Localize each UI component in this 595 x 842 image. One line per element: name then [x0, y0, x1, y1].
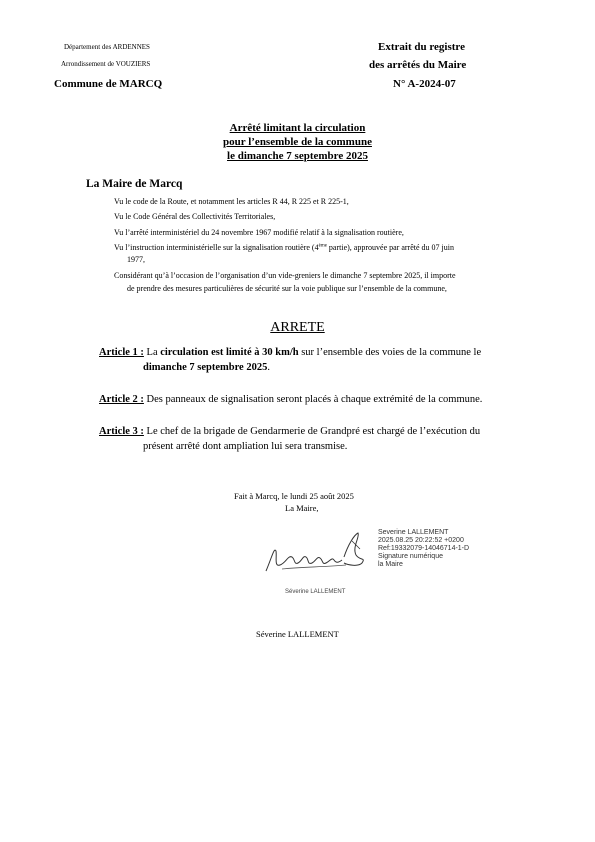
decision-heading: ARRETE: [270, 320, 325, 335]
visa-instruction-cont: 1977,: [127, 255, 145, 264]
register-name: des arrêtés du Maire: [369, 59, 467, 71]
title-line-1: Arrêté limitant la circulation: [229, 122, 366, 134]
article-3-label: Article 3 :: [99, 426, 144, 437]
departement: Département des ARDENNES: [64, 43, 150, 51]
fait-a: Fait à Marcq, le lundi 25 août 2025: [234, 491, 354, 501]
visa-cgct: Vu le Code Général des Collectivités Territoriales,: [114, 212, 276, 221]
arrondissement: Arrondissement de VOUZIERS: [61, 60, 151, 68]
article-2: Article 2 : Des panneaux de signalisation seront placés à chaque extrémité de la commune.: [99, 394, 483, 405]
article-1-label: Article 1 :: [99, 347, 144, 358]
signatory-name: Séverine LALLEMENT: [256, 629, 339, 639]
signature-datetime: 2025.08.25 20:22:52 +0200: [378, 537, 464, 544]
register-extract: Extrait du registre: [378, 41, 465, 53]
handwritten-signature: [262, 527, 372, 577]
decree-number: N° A-2024-07: [393, 78, 456, 90]
article-3: Article 3 : Le chef de la brigade de Gendarmerie de Grandpré est chargé de l’exécution du: [99, 426, 481, 437]
title-line-2: pour l’ensemble de la commune: [223, 136, 372, 148]
title-line-3: le dimanche 7 septembre 2025: [227, 150, 368, 162]
signer-name: Severine LALLEMENT: [378, 529, 449, 536]
signature-caption: Séverine LALLEMENT: [285, 589, 346, 595]
la-maire: La Maire,: [285, 503, 319, 513]
considerant: Considérant qu’à l’occasion de l’organisation d’un vide-greniers le dimanche 7 septembre 2025, il importe: [114, 271, 456, 280]
visa-instruction: Vu l’instruction interministérielle sur la signalisation routière (4ème partie), approuvée par arrêté du 07 juin: [114, 243, 454, 252]
signature-ref: Ref:19332079-14046714-1-D: [378, 545, 470, 552]
signature-type: Signature numérique: [378, 553, 443, 560]
article-1: Article 1 : La circulation est limité à 30 km/h sur l’ensemble des voies de la commune le: [99, 347, 482, 358]
visa-route: Vu le code de la Route, et notamment les articles R 44, R 225 et R 225-1,: [114, 197, 349, 206]
considerant-cont: de prendre des mesures particulières de sécurité sur la voie publique sur l’ensemble de la commune,: [127, 284, 447, 293]
commune: Commune de MARCQ: [54, 78, 163, 90]
signature-role: la Maire: [378, 561, 403, 568]
article-1-cont: dimanche 7 septembre 2025.: [143, 362, 270, 373]
visa-arrete-1967: Vu l’arrêté interministériel du 24 novembre 1967 modifié relatif à la signalisation routière,: [114, 228, 404, 237]
authority: La Maire de Marcq: [86, 178, 183, 190]
article-2-label: Article 2 :: [99, 394, 144, 405]
article-3-cont: présent arrêté dont ampliation lui sera transmise.: [143, 441, 348, 452]
